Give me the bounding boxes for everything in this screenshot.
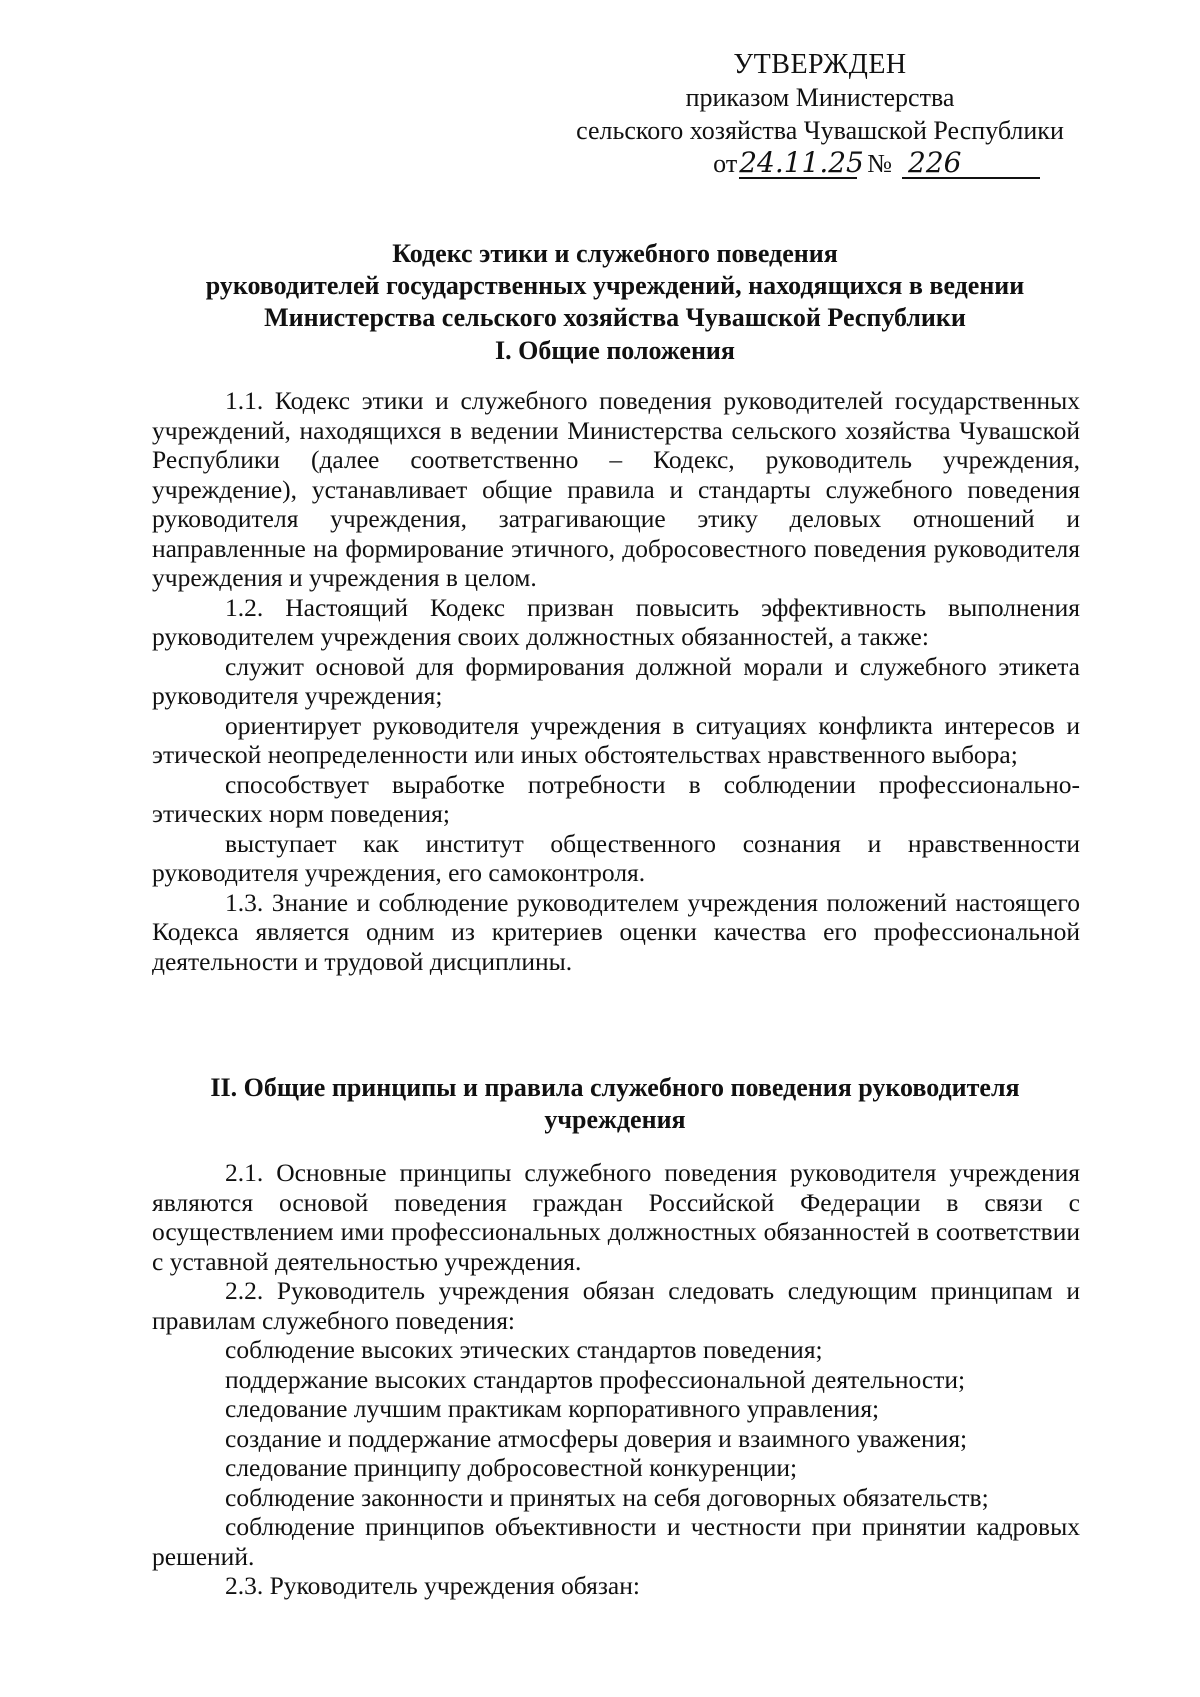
document-title-line-2: руководителей государственных учреждений, находящихся в ведении: [205, 271, 1025, 300]
approval-stamp: [560, 48, 1080, 180]
paragraph: способствует выработке потребности в соблюдении профессионально-этических норм поведения;: [152, 769, 1080, 828]
order-date-number: [560, 147, 1080, 180]
section-2-body: [152, 1158, 1080, 1601]
paragraph: ориентирует руководителя учреждения в ситуациях конфликта интересов и этической неопределенности или иных обстоятельствах нравственного выбора;: [152, 710, 1080, 769]
handwritten-number: 226: [902, 149, 1040, 179]
section-2-heading: [150, 1072, 1080, 1136]
paragraph: соблюдение высоких этических стандартов поведения;: [225, 1335, 823, 1364]
paragraph: выступает как институт общественного сознания и нравственности руководителя учреждения, его самоконтроля.: [152, 828, 1080, 887]
paragraph: служит основой для формирования должной морали и служебного этикета руководителя учреждения;: [152, 651, 1080, 710]
paragraph: соблюдение законности и принятых на себя договорных обязательств;: [225, 1482, 989, 1512]
section-2-heading-line-2: учреждения: [544, 1105, 686, 1134]
section-1-heading: I. Общие положения: [495, 336, 735, 365]
paragraph: 1.2. Настоящий Кодекс призван повысить эффективность выполнения руководителем учреждения своих должностных обязанностей, а также:: [152, 592, 1080, 651]
paragraph: 1.1. Кодекс этики и служебного поведения руководителей государственных учреждений, находящихся в ведении Министерства сельского хозяйства Чувашской Республики (далее соответственно – Кодекс, руководитель учреждения, учреждение), устанавливает общие правила и стандарты служебного поведения руководителя учреждения, затрагивающие этику деловых отношений и направленные на формирование этичного, добросовестного поведения руководителя учреждения и учреждения в целом.: [152, 386, 1080, 592]
document-title: [150, 238, 1080, 334]
section-2-heading-line-1: II. Общие принципы и правила служебного поведения руководителя: [210, 1073, 1020, 1102]
section-1-body: [152, 386, 1080, 976]
from-prefix: от: [713, 149, 738, 178]
document-title-line-1: Кодекс этики и служебного поведения: [392, 239, 838, 268]
handwritten-date: 24.11.25: [739, 146, 864, 179]
paragraph: 2.2. Руководитель учреждения обязан следовать следующим принципам и правилам служебного поведения:: [152, 1276, 1080, 1335]
document-title-line-3: Министерства сельского хозяйства Чувашской Республики: [264, 303, 966, 332]
paragraph: поддержание высоких стандартов профессиональной деятельности;: [225, 1364, 966, 1394]
approval-line-1: приказом Министерства: [685, 83, 955, 112]
approval-title: УТВЕРЖДЕН: [733, 49, 907, 80]
approval-line-2: сельского хозяйства Чувашской Республики: [576, 116, 1064, 145]
paragraph: следование принципу добросовестной конкуренции;: [225, 1453, 798, 1482]
paragraph: 2.1. Основные принципы служебного поведения руководителя учреждения являются основой поведения граждан Российской Федерации в связи с осуществлением ими профессиональных должностных обязанностей в соответствии с уставной деятельностью учреждения.: [152, 1158, 1080, 1276]
paragraph: следование лучшим практикам корпоративного управления;: [225, 1394, 880, 1423]
paragraph: соблюдение принципов объективности и честности при принятии кадровых решений.: [152, 1512, 1080, 1571]
number-prefix: №: [867, 149, 892, 178]
paragraph: создание и поддержание атмосферы доверия и взаимного уважения;: [225, 1423, 968, 1453]
paragraph: 2.3. Руководитель учреждения обязан:: [225, 1571, 640, 1600]
paragraph: 1.3. Знание и соблюдение руководителем учреждения положений настоящего Кодекса является одним из критериев оценки качества его профессиональной деятельности и трудовой дисциплины.: [152, 887, 1080, 976]
